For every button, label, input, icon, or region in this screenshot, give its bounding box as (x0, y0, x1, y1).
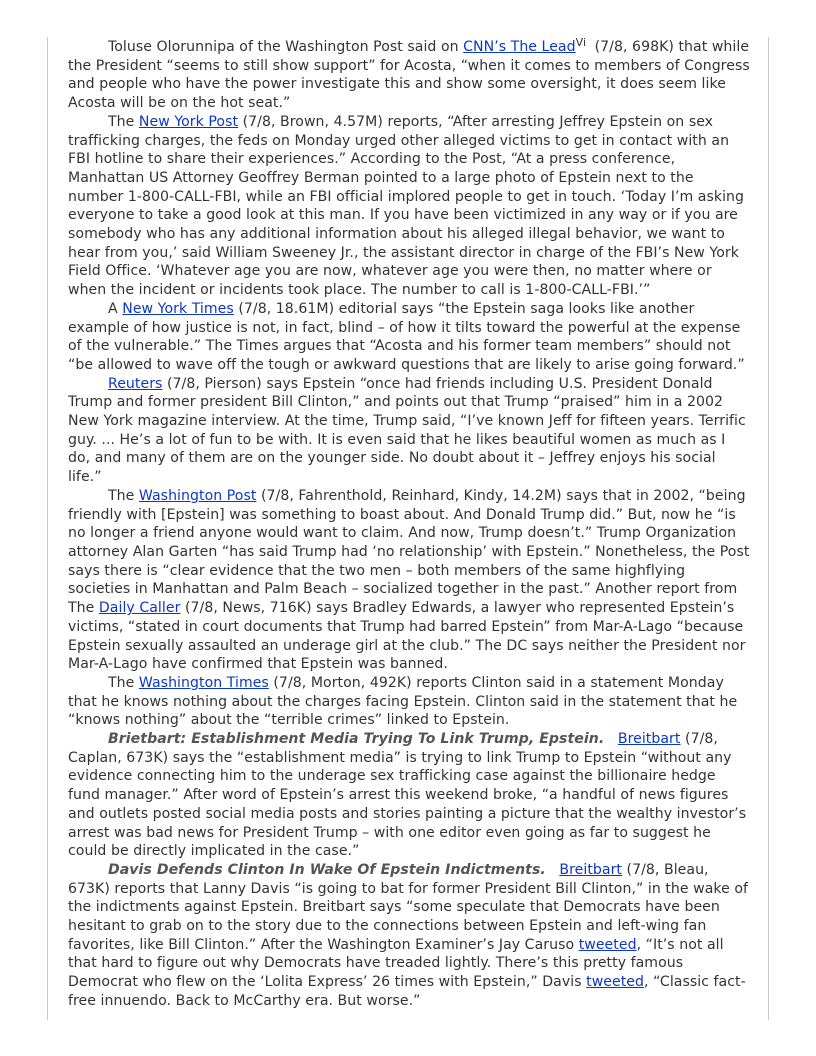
link-washington-times[interactable]: Washington Times (138, 674, 269, 691)
endnote-reference[interactable]: Vi (575, 36, 587, 49)
paragraph-new-york-post: The New York Post (7/8, Brown, 4.57M) reports, “After arresting Jeffrey Epstein on sex trafficking charges, the feds on Monday urged other alleged victims to get in contact with an FBI hotline to share their experiences.” According to the Post, “At a press conference, Manhattan US Attorney Geoffrey Berman pointed to a large photo of Epstein next to the number 1-800-CALL-FBI, while an FBI official implored people to get in touch. ‘Today I’m asking everyone to take a good look at this man. If you have been victimized in any way or if you are somebody who has any additional information about his alleged illegal behavior, we want to hear from you,’ said William Sweeney Jr., the assistant director in charge of the FBI’s New York Field Office. ‘Whatever age you are now, whatever age you were then, no matter where or when the incident or incidents took place. The number to call is 1-800-CALL-FBI.’” (68, 113, 745, 299)
paragraph-reuters: Reuters (7/8, Pierson) says Epstein “once had friends including U.S. President Donald Trump and former president Bill Clinton,” and points out that Trump “praised” him in a 2002 New York magazine interview. At the time, Trump said, “I’ve known Jeff for fifteen years. Terrific guy. ... He’s a lot of fun to be with. It is even said that he likes beautiful women as much as I do, and many of them are on the younger side. No doubt about it – Jeffrey enjoys his social life.” (68, 375, 746, 486)
link-new-york-post[interactable]: New York Post (138, 113, 239, 130)
link-daily-caller[interactable]: Daily Caller (98, 600, 181, 617)
link-tweeted-davis[interactable]: tweeted (586, 974, 645, 991)
link-breitbart-bleau[interactable]: Breitbart (559, 861, 623, 878)
document-body (68, 38, 750, 1011)
link-tweeted-caruso[interactable]: tweeted (578, 936, 637, 953)
paragraph-olorunnipa: Toluse Olorunnipa of the Washington Post said on CNN’s The Lead$^{Vi}$ (7/8, 698K) that while the President “seems to still show support” for Acosta, “when it comes to members of Congress and people who have the power investigate this and show some oversight, it does seem like Acosta will be on the hot seat.” (68, 36, 750, 112)
paragraph-breitbart-establishment-media: Brietbart: Establishment Media Trying To Link Trump, Epstein. Breitbart (7/8, Caplan, 673K) says the “establishment media” is trying to link Trump to Epstein “without any evidence connecting him to the underage sex trafficking case against the billionaire hedge fund manager.” After word of Epstein’s arrest this weekend broke, “a handful of news figures and outlets posted social media posts and stories painting a picture that the wealthy investor’s arrest was bad news for President Trump – with one editor even going as far to suggest he could be directly implicated in the case.” (68, 731, 747, 860)
paragraph-new-york-times: A New York Times (7/8, 18.61M) editorial says “the Epstein saga looks like another example of how justice is not, in fact, blind – of how it tilts toward the powerful at the expense of the vulnerable.” The Times argues that “Acosta and his former team members” should not “be allowed to wave off the tough or awkward questions that are likely to arise going forward.” (68, 300, 745, 373)
paragraph-washington-times: The Washington Times (7/8, Morton, 492K) reports Clinton said in a statement Monday that he knows nothing about the charges facing Epstein. Clinton said in the statement that he “knows nothing” about the “terrible crimes” linked to Epstein. (68, 674, 738, 729)
story-heading: Brietbart: Establishment Media Trying To Link Trump, Epstein. (108, 731, 605, 748)
right-margin-rule (768, 37, 769, 1020)
left-margin-rule (47, 37, 48, 1020)
paragraph-washington-post: The Washington Post (7/8, Fahrenthold, Reinhard, Kindy, 14.2M) says that in 2002, “being friendly with [Epstein] was something to boast about. And Donald Trump did.” But, now he “is no longer a friend anyone would want to claim. And now, Trump doesn’t.” Trump Organization attorney Alan Garten “has said Trump had ‘no relationship’ with Epstein.” Nonetheless, the Post says there is “clear evidence that the two men – both members of the same highflying societies in Manhattan and Palm Beach – socialized together in the past.” Another report from The Daily Caller (7/8, News, 716K) says Bradley Edwards, a lawyer who represented Epstein’s victims, “stated in court documents that Trump had barred Epstein” from Mar-A-Lago “because Epstein sexually assaulted an underage girl at the club.” The DC says neither the President nor Mar-A-Lago have confirmed that Epstein was banned. (68, 487, 750, 673)
link-cnn-the-lead[interactable]: CNN’s The Lead (463, 39, 576, 55)
link-washington-post[interactable]: Washington Post (138, 487, 257, 504)
link-reuters[interactable]: Reuters (108, 375, 163, 392)
link-breitbart-caplan[interactable]: Breitbart (617, 731, 681, 748)
story-heading: Davis Defends Clinton In Wake Of Epstein Indictments. (108, 861, 546, 878)
link-new-york-times[interactable]: New York Times (122, 300, 234, 317)
paragraph-davis-defends-clinton: Davis Defends Clinton In Wake Of Epstein Indictments. Breitbart (7/8, Bleau, 673K) reports that Lanny Davis “is going to bat for former President Bill Clinton,” in the wake of the indictments against Epstein. Breitbart says “some speculate that Democrats have been hesitant to grab on to the story due to the connections between Epstein and left-wing fan favorites, like Bill Clinton.” After the Washington Examiner’s Jay Caruso tweeted, “It’s not all that hard to figure out why Democrats have treaded lightly. There’s this pretty famous Democrat who flew on the ‘Lolita Express’ 26 times with Epstein,” Davis tweeted, “Classic fact-free innuendo. Back to McCarthy era. But worse.” (68, 861, 749, 1009)
